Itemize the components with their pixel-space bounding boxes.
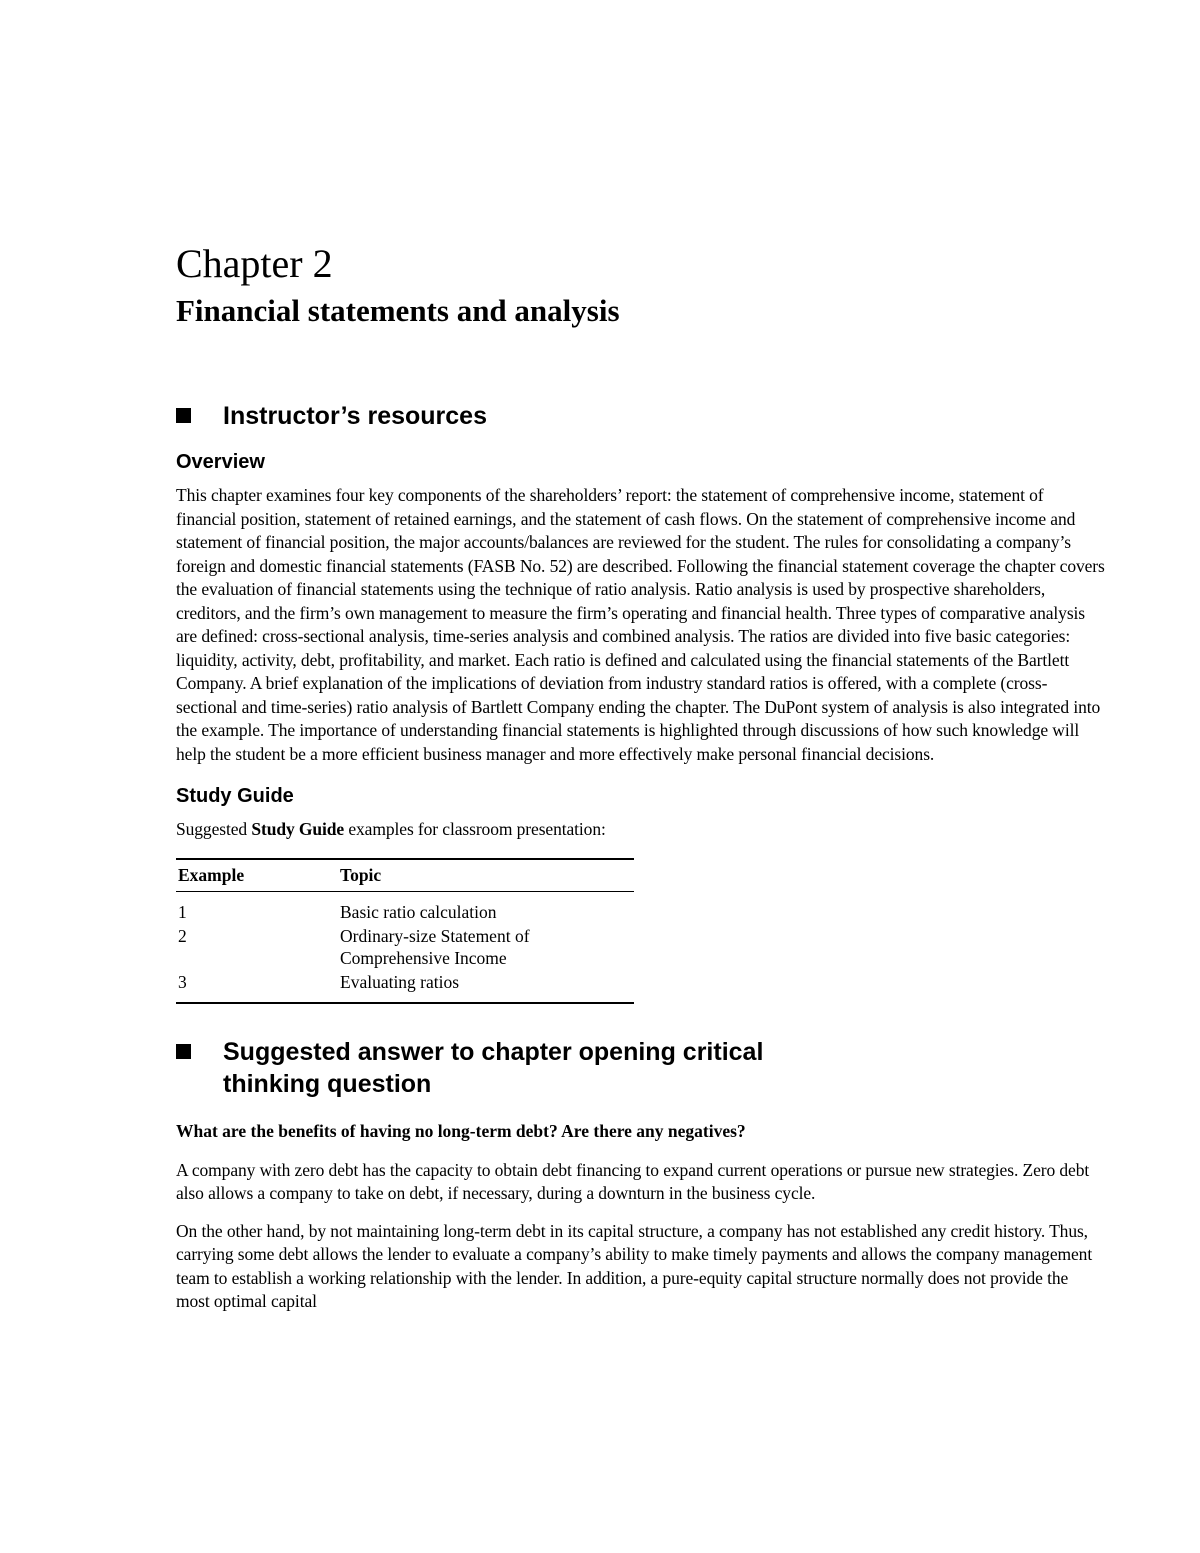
critical-thinking-question: What are the benefits of having no long-term debt? Are there any negatives?	[176, 1120, 746, 1141]
study-guide-intro-suffix: examples for classroom presentation:	[344, 819, 606, 839]
critical-thinking-heading-line1: Suggested answer to chapter opening critical	[223, 1037, 764, 1066]
critical-thinking-heading-line2: thinking question	[223, 1069, 432, 1098]
overview-heading: Overview	[176, 451, 265, 473]
critical-thinking-heading	[176, 1036, 1106, 1100]
answer-paragraph-1: A company with zero debt has the capacity to obtain debt financing to expand current operations or pursue new strategies. Zero debt also allows a company to take on debt, if necessary, during a downturn in the business cycle.	[176, 1159, 1090, 1203]
topic-cell: Ordinary-size Statement of Comprehensive Income	[340, 926, 530, 968]
chapter-number: Chapter 2	[176, 241, 333, 286]
answer-paragraph-2: On the other hand, by not maintaining long-term debt in its capital structure, a company has not established any credit history. Thus, carrying some debt allows the lender to evaluate a company’s ability to make timely payments and allows the company management team to establish a working relationship with the lender. In addition, a pure-equity capital structure normally does not provide the most optimal capital	[176, 1220, 1093, 1311]
topic-cell: Basic ratio calculation	[340, 901, 497, 922]
table-row	[176, 923, 634, 969]
example-cell: 3	[178, 972, 187, 992]
study-guide-intro-prefix: Suggested	[176, 819, 252, 839]
table-row	[176, 891, 634, 923]
document-page	[176, 240, 1106, 1314]
chapter-title: Financial statements and analysis	[176, 293, 620, 328]
square-bullet-icon	[176, 1044, 191, 1059]
example-cell: 1	[178, 901, 187, 922]
study-guide-table	[176, 858, 634, 1004]
instructors-resources-heading	[176, 400, 1106, 432]
column-header-topic: Topic	[338, 859, 634, 892]
overview-paragraph: This chapter examines four key components of the shareholders’ report: the statement of comprehensive income, statement of financial position, statement of retained earnings, and the statement of cash flows. On the statement of comprehensive income and statement of financial position, the major accounts/balances are reviewed for the student. The rules for consolidating a company’s foreign and domestic financial statements (FASB No. 52) are described. Following the financial statement coverage the chapter covers the evaluation of financial statements using the technique of ratio analysis. Ratio analysis is used by prospective shareholders, creditors, and the firm’s own management to measure the firm’s operating and financial health. Three types of comparative analysis are defined: cross-sectional analysis, time-series analysis and combined analysis. The ratios are divided into five basic categories: liquidity, activity, debt, profitability, and market. Each ratio is defined and calculated using the financial statements of the Bartlett Company. A brief explanation of the implications of deviation from industry standard ratios is offered, with a complete (cross-sectional and time-series) ratio analysis of Bartlett Company ending the chapter. The DuPont system of analysis is also integrated into the example. The importance of understanding financial statements is highlighted through discussions of how such knowledge will help the student be a more efficient business manager and more effectively make personal financial decisions.	[176, 485, 1105, 764]
example-cell: 2	[178, 926, 187, 946]
column-header-example: Example	[176, 859, 338, 892]
topic-cell: Evaluating ratios	[340, 972, 460, 992]
study-guide-intro	[176, 818, 1106, 842]
table-row	[176, 969, 634, 1003]
study-guide-heading: Study Guide	[176, 785, 294, 807]
table-header-row	[176, 859, 634, 892]
critical-thinking-heading-text	[223, 1036, 763, 1100]
instructors-resources-heading-text: Instructor’s resources	[223, 402, 487, 430]
square-bullet-icon	[176, 408, 191, 423]
study-guide-intro-bold: Study Guide	[251, 819, 345, 839]
